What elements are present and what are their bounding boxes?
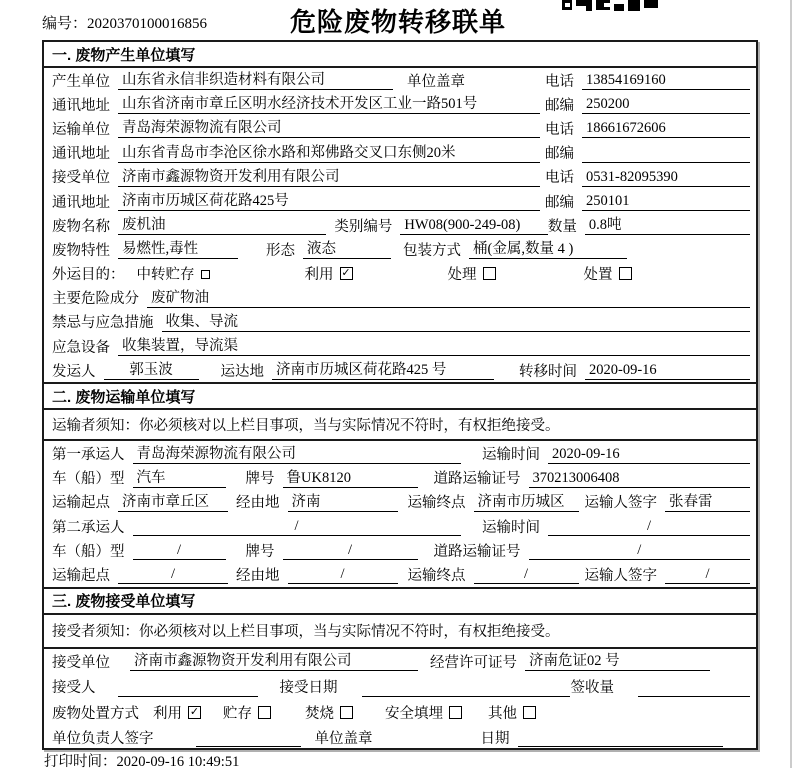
zip3-value: 250101	[582, 191, 750, 211]
operate-license-value: 济南危证02 号	[525, 651, 710, 671]
acceptor-label: 接受人	[52, 680, 96, 697]
equipment-label: 应急设备	[52, 339, 110, 356]
waste-name-value: 废机油	[118, 215, 326, 235]
addr1-value: 山东省济南市章丘区明水经济技术开发区工业一路501号	[118, 94, 540, 114]
purpose-treat-checkbox	[483, 267, 496, 280]
serial-value: 2020370100016856	[87, 16, 208, 32]
plate1-value: 鲁UK8120	[283, 468, 418, 488]
accept-unit-label: 接受单位	[52, 654, 110, 671]
time1-value: 2020-09-16	[548, 444, 750, 464]
vehicle2-value: /	[133, 540, 226, 560]
accept-date-value	[362, 677, 570, 697]
disposal-incinerate-option	[305, 702, 353, 723]
zip1-label: 邮编	[545, 97, 574, 114]
dest-label: 运达地	[220, 363, 264, 380]
purpose-utilize-label: 利用	[304, 267, 334, 284]
origin2-label: 运输起点	[52, 567, 110, 584]
category-value: HW08(900-249-08)	[400, 215, 547, 235]
packing-label: 包装方式	[403, 242, 461, 259]
sign2-label: 运输人签字	[584, 567, 657, 584]
end1-label: 运输终点	[407, 495, 466, 512]
print-time-label: 打印时间：	[44, 754, 117, 770]
zip2-value	[582, 143, 750, 163]
row-emergency-equipment	[44, 334, 756, 358]
end2-label: 运输终点	[407, 567, 466, 584]
phone1-value: 13854169160	[582, 70, 750, 90]
serial-label: 编号：	[42, 16, 88, 32]
purpose-dispose-option	[584, 263, 632, 284]
row-route2	[44, 562, 756, 586]
page-title: 危险废物转移联单	[289, 7, 506, 37]
phone2-label: 电话	[545, 121, 574, 138]
carrier2-value: /	[133, 516, 461, 536]
sign-qty-value	[638, 677, 750, 697]
row-receiver-address	[44, 189, 756, 213]
disposal-utilize-label: 利用	[153, 705, 182, 722]
vehicle1-label: 车（船）型	[52, 471, 125, 488]
purpose-dispose-label: 处置	[583, 267, 613, 284]
page-edge-line	[790, 0, 792, 768]
purpose-utilize-checkbox: ✓	[341, 266, 351, 280]
phone2-value: 18661672606	[582, 118, 750, 138]
disposal-incinerate-checkbox	[340, 706, 353, 719]
sign1-label: 运输人签字	[584, 495, 657, 512]
carrier1-label: 第一承运人	[52, 447, 125, 464]
purpose-transfer-storage-option	[137, 263, 210, 284]
operate-license-label: 经营许可证号	[430, 654, 517, 671]
packing-value: 桶(金属,数量 4 )	[469, 239, 627, 259]
section2-header: 二. 废物运输单位填写	[44, 382, 756, 410]
purpose-dispose-checkbox	[619, 267, 632, 280]
form-state-label: 形态	[266, 242, 295, 259]
addr3-value: 济南市历城区荷花路425号	[118, 191, 540, 211]
unit-seal2-label: 单位盖章	[314, 730, 373, 747]
sign-qty-label: 签收量	[570, 680, 614, 697]
vehicle2-label: 车（船）型	[52, 543, 125, 560]
end2-value: /	[474, 564, 579, 584]
zip2-label: 邮编	[545, 146, 574, 163]
responsible-value	[196, 727, 301, 747]
row-transporter	[44, 116, 756, 140]
row-transporter-address	[44, 141, 756, 165]
date-value	[518, 727, 723, 747]
acceptor-value	[118, 677, 258, 697]
disposal-landfill-checkbox	[449, 706, 462, 719]
carrier1-value: 青岛海荣源物流有限公司	[133, 444, 461, 464]
time2-label: 运输时间	[482, 519, 540, 536]
addr1-label: 通讯地址	[52, 97, 110, 114]
plate1-label: 牌号	[245, 471, 275, 488]
row-transport-purpose	[44, 262, 756, 286]
section3-header: 三. 废物接受单位填写	[44, 587, 756, 615]
transfer-time-value: 2020-09-16	[585, 360, 750, 380]
row-responsible-sign	[44, 725, 756, 750]
origin1-value: 济南市章丘区	[118, 492, 228, 512]
row-waste-traits	[44, 237, 756, 261]
accept-unit-value: 济南市鑫源物资开发利用有限公司	[130, 651, 418, 671]
via2-label: 经由地	[236, 567, 280, 584]
waste-name-label: 废物名称	[52, 218, 110, 235]
disposal-label: 废物处置方式	[52, 705, 139, 722]
purpose-label: 外运目的：	[52, 267, 125, 284]
disposal-store-label: 贮存	[223, 705, 252, 722]
disposal-other-label: 其他	[488, 705, 517, 722]
license1-value: 370213006408	[529, 468, 751, 488]
form-state-value: 液态	[303, 239, 391, 259]
shipper-label: 发运人	[52, 363, 96, 380]
plate2-value: /	[283, 540, 418, 560]
disposal-other-option	[488, 702, 536, 723]
vehicle1-value: 汽车	[133, 468, 226, 488]
addr2-value: 山东省青岛市李沧区徐水路和郑佛路交叉口东侧20米	[118, 143, 540, 163]
quantity-value: 0.8吨	[585, 215, 750, 235]
producer-label: 产生单位	[52, 73, 110, 90]
dest-value: 济南市历城区荷花路425 号	[272, 360, 494, 380]
taboo-value: 收集、导流	[162, 312, 751, 332]
via1-value: 济南	[288, 492, 398, 512]
hazard-label: 主要危险成分	[52, 291, 139, 308]
license1-label: 道路运输证号	[433, 471, 521, 488]
via2-value: /	[288, 564, 398, 584]
producer-value: 山东省永信非织造材料有限公司	[118, 70, 393, 90]
category-label: 类别编号	[334, 218, 393, 235]
sign1-value: 张春雷	[665, 492, 750, 512]
disposal-landfill-option	[385, 702, 462, 723]
transporter-value: 青岛海荣源物流有限公司	[118, 118, 540, 138]
accept-date-label: 接受日期	[279, 680, 338, 697]
row-acceptor	[44, 674, 756, 699]
manifest-form	[42, 40, 758, 750]
carrier2-label: 第二承运人	[52, 519, 125, 536]
time1-label: 运输时间	[482, 447, 540, 464]
origin2-value: /	[118, 564, 228, 584]
print-time-value: 2020-09-16 10:49:51	[116, 754, 240, 770]
purpose-transfer-storage-label: 中转贮存	[136, 267, 195, 284]
shipper-value: 郭玉波	[104, 360, 199, 380]
via1-label: 经由地	[236, 495, 280, 512]
date-label: 日期	[480, 730, 510, 747]
row-vehicle2	[44, 538, 756, 562]
row-taboo-measures	[44, 310, 756, 334]
quantity-label: 数量	[547, 218, 577, 235]
receiver-value: 济南市鑫源物资开发利用有限公司	[118, 167, 540, 187]
zip3-label: 邮编	[545, 194, 574, 211]
phone3-label: 电话	[545, 170, 574, 187]
transfer-time-label: 转移时间	[519, 363, 577, 380]
phone1-label: 电话	[545, 73, 574, 90]
row-route1	[44, 490, 756, 514]
row-hazard-component	[44, 286, 756, 310]
row-disposal-method	[44, 699, 756, 724]
license2-label: 道路运输证号	[433, 543, 521, 560]
disposal-landfill-label: 安全填埋	[385, 705, 443, 722]
origin1-label: 运输起点	[52, 495, 110, 512]
disposal-other-checkbox	[523, 706, 536, 719]
purpose-treat-label: 处理	[447, 267, 477, 284]
purpose-utilize-option	[305, 263, 353, 284]
traits-label: 废物特性	[52, 242, 110, 259]
end1-value: 济南市历城区	[474, 492, 579, 512]
disposal-store-option	[223, 702, 271, 723]
phone3-value: 0531-82095390	[582, 167, 750, 187]
receiver-notice: 接受者须知：你必须核对以上栏目事项，当与实际情况不符时，有权拒绝接受。	[44, 615, 756, 649]
transporter-label: 运输单位	[52, 121, 110, 138]
addr3-label: 通讯地址	[52, 194, 110, 211]
disposal-utilize-checkbox: ✓	[189, 704, 200, 718]
purpose-transfer-storage-checkbox	[201, 270, 210, 279]
row-accept-unit	[44, 649, 756, 674]
row-producer	[44, 68, 756, 92]
section1-header: 一. 废物产生单位填写	[44, 42, 756, 68]
transporter-notice: 运输者须知：你必须核对以上栏目事项，当与实际情况不符时，有权拒绝接受。	[44, 410, 756, 441]
receiver-label: 接受单位	[52, 170, 110, 187]
qr-code-fragment	[562, 0, 658, 12]
sign2-value: /	[665, 564, 750, 584]
traits-value: 易燃性,毒性	[118, 239, 238, 259]
unit-seal-label: 单位盖章	[407, 73, 465, 90]
row-vehicle1	[44, 466, 756, 490]
taboo-label: 禁忌与应急措施	[52, 315, 154, 332]
time2-value: /	[548, 516, 750, 536]
addr2-label: 通讯地址	[52, 146, 110, 163]
purpose-treat-option	[448, 263, 496, 284]
row-carrier2	[44, 514, 756, 538]
disposal-utilize-option	[153, 702, 201, 723]
disposal-incinerate-label: 焚烧	[305, 705, 334, 722]
plate2-label: 牌号	[245, 543, 275, 560]
row-shipper	[44, 358, 756, 382]
equipment-value: 收集装置，导流渠	[118, 336, 750, 356]
responsible-label: 单位负责人签字	[52, 730, 154, 747]
disposal-store-checkbox	[258, 706, 271, 719]
row-waste-name	[44, 213, 756, 237]
row-producer-address	[44, 92, 756, 116]
row-carrier1	[44, 441, 756, 465]
row-receiver	[44, 165, 756, 189]
license2-value: /	[529, 540, 751, 560]
zip1-value: 250200	[582, 94, 750, 114]
hazard-value: 废矿物油	[147, 288, 750, 308]
